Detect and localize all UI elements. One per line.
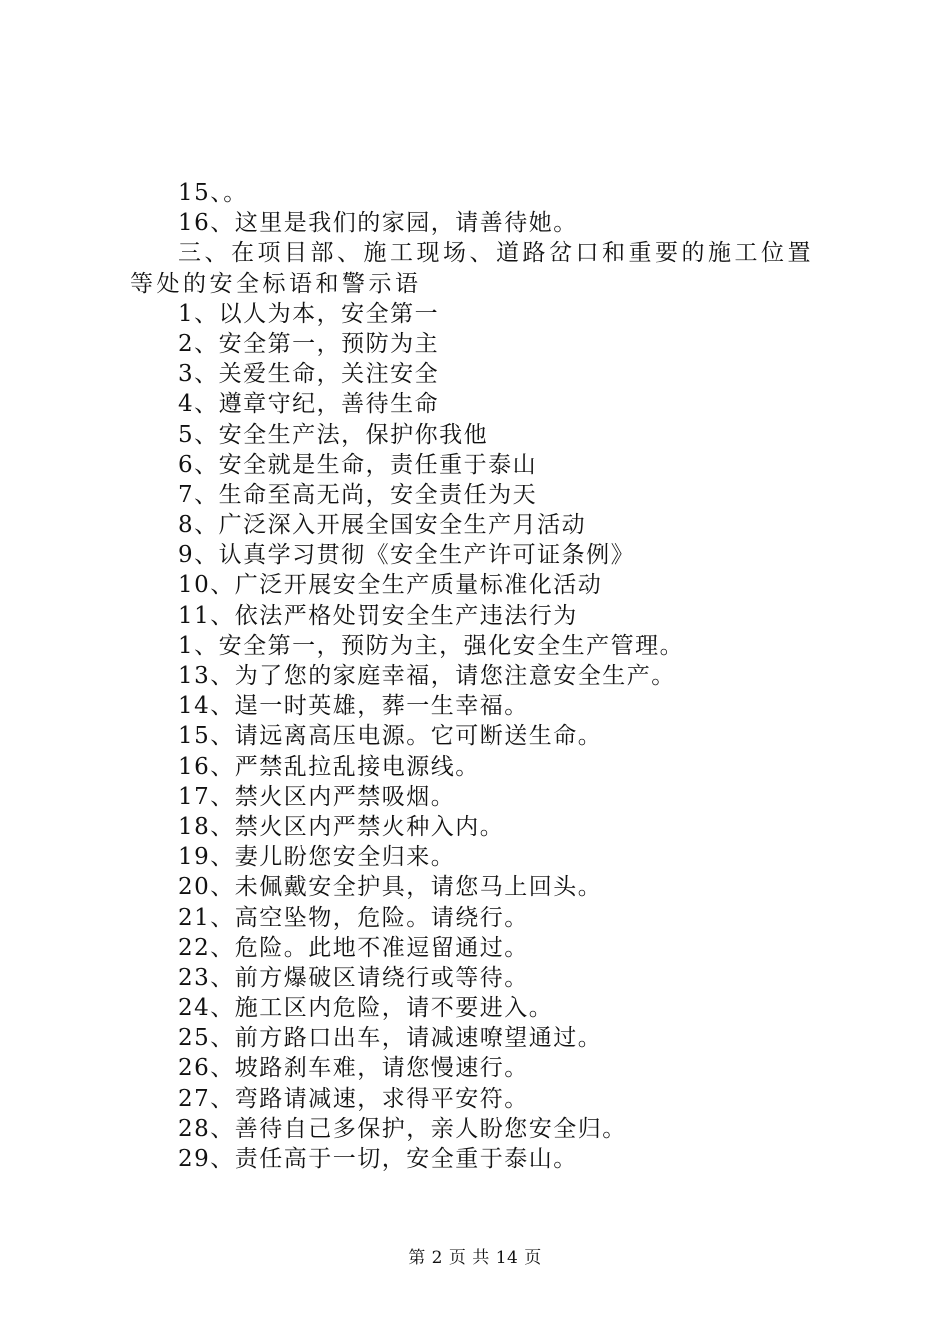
section-heading: 三、在项目部、施工现场、道路岔口和重要的施工位置等处的安全标语和警示语 [130, 240, 814, 297]
list-item: 20、未佩戴安全护具，请您马上回头。 [178, 874, 603, 901]
list-item: 23、前方爆破区请绕行或等待。 [178, 964, 529, 991]
list-item: 7、生命至高无尚，安全责任为天 [178, 481, 538, 508]
list-item: 4、遵章守纪，善待生命 [178, 391, 440, 418]
list-item: 13、为了您的家庭幸福，请您注意安全生产。 [178, 663, 676, 690]
list-item: 29、责任高于一切，安全重于泰山。 [178, 1146, 578, 1173]
document-line: 15、。 [178, 180, 248, 206]
list-item: 28、善待自己多保护，亲人盼您安全归。 [178, 1115, 627, 1142]
list-item: 6、安全就是生命，责任重于泰山 [178, 451, 538, 478]
list-item: 9、认真学习贯彻《安全生产许可证条例》 [178, 542, 636, 569]
page-number-footer: 第 2 页 共 14 页 [408, 1248, 542, 1268]
list-item: 3、关爱生命，关注安全 [178, 361, 440, 388]
document-line: 16、这里是我们的家园，请善待她。 [178, 210, 578, 237]
list-item: 15、请远离高压电源。它可断送生命。 [178, 723, 603, 750]
list-item: 24、施工区内危险，请不要进入。 [178, 995, 554, 1022]
list-item: 21、高空坠物，危险。请绕行。 [178, 904, 529, 931]
list-item: 22、危险。此地不准逗留通过。 [178, 934, 529, 961]
list-item: 19、妻儿盼您安全归来。 [178, 844, 456, 871]
list-item: 27、弯路请减速，求得平安符。 [178, 1085, 529, 1112]
list-item: 5、安全生产法，保护你我他 [178, 421, 489, 448]
document-body [130, 178, 840, 1174]
list-item: 1、以人为本，安全第一 [178, 300, 440, 327]
list-item: 26、坡路刹车难，请您慢速行。 [178, 1055, 529, 1082]
list-item: 10、广泛开展安全生产质量标准化活动 [178, 572, 603, 599]
list-item: 1、安全第一，预防为主，强化安全生产管理。 [178, 632, 685, 659]
list-item: 2、安全第一，预防为主 [178, 330, 440, 357]
list-item: 18、禁火区内严禁火种入内。 [178, 813, 505, 840]
list-item: 14、逞一时英雄，葬一生幸福。 [178, 693, 529, 720]
list-item: 16、严禁乱拉乱接电源线。 [178, 753, 480, 780]
list-item: 17、禁火区内严禁吸烟。 [178, 783, 456, 810]
list-item: 25、前方路口出车，请减速嘹望通过。 [178, 1025, 603, 1052]
list-item: 8、广泛深入开展全国安全生产月活动 [178, 512, 587, 539]
list-item: 11、依法严格处罚安全生产违法行为 [178, 602, 578, 629]
